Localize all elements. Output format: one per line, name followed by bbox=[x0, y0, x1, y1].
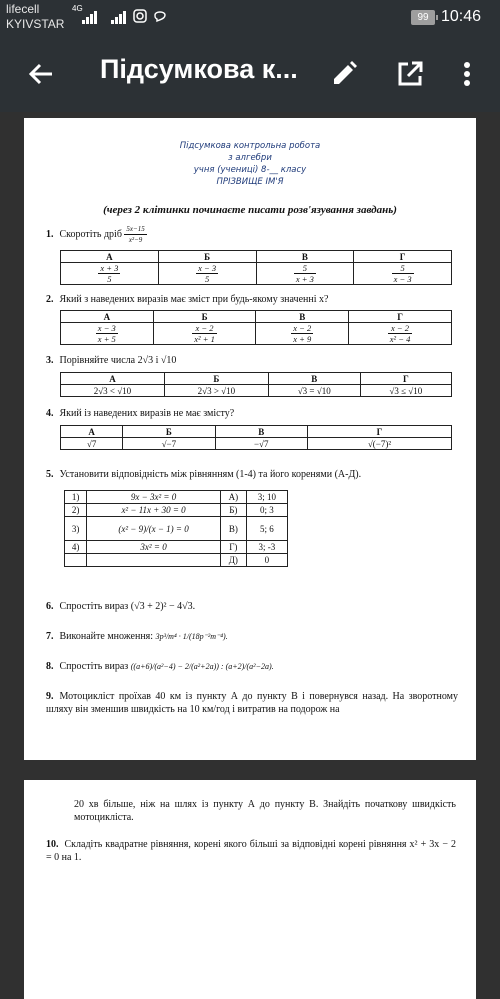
numerator: x − 2 bbox=[192, 323, 217, 334]
question-number: 3. bbox=[46, 355, 54, 366]
battery-indicator: 99 bbox=[411, 10, 435, 25]
question-number: 9. bbox=[46, 691, 54, 702]
document-page-1[interactable] bbox=[24, 118, 476, 760]
question-text: Виконайте множення: bbox=[59, 631, 154, 642]
match-equation: 3x² = 0 bbox=[87, 541, 221, 554]
answer-cell bbox=[61, 263, 159, 285]
match-letter: Б) bbox=[220, 504, 246, 517]
answer-cell bbox=[153, 323, 256, 345]
option-header: А bbox=[61, 426, 123, 438]
match-roots: 5; 6 bbox=[246, 517, 287, 541]
match-roots: 0; 3 bbox=[246, 504, 287, 517]
question-3 bbox=[46, 354, 176, 367]
question-10 bbox=[46, 838, 456, 864]
instruction-note: (через 2 клітинки починаєте писати розв'язування завдань) bbox=[103, 204, 397, 216]
answer-cell bbox=[354, 263, 452, 285]
question-number: 8. bbox=[46, 661, 54, 672]
numerator: 5 bbox=[392, 263, 414, 274]
answer-cell: √3 = √10 bbox=[268, 385, 360, 397]
match-equation: (x² − 9)/(x − 1) = 0 bbox=[87, 517, 221, 541]
answer-table-2 bbox=[60, 310, 452, 345]
option-header: В bbox=[215, 426, 307, 438]
question-2 bbox=[46, 293, 328, 306]
match-equation bbox=[87, 554, 221, 567]
back-button[interactable] bbox=[22, 54, 62, 94]
question-number: 2. bbox=[46, 294, 54, 305]
question-text: Складіть квадратне рівняння, корені якого більші за відповідні корені рівняння x² + 3x − 2 = 0 на 1. bbox=[46, 839, 456, 863]
question-number: 4. bbox=[46, 408, 54, 419]
app-bar bbox=[0, 36, 500, 112]
option-header: Б bbox=[153, 311, 256, 323]
question-number: 6. bbox=[46, 601, 54, 612]
open-in-app-button[interactable] bbox=[390, 54, 430, 94]
denominator: x + 5 bbox=[97, 334, 116, 344]
numerator: x − 3 bbox=[97, 323, 116, 333]
match-number bbox=[65, 554, 87, 567]
signal-icon bbox=[82, 10, 97, 24]
answer-cell: −√7 bbox=[215, 438, 307, 450]
option-header: А bbox=[61, 311, 154, 323]
answer-cell: √3 ≤ √10 bbox=[360, 385, 451, 397]
denominator: x² − 4 bbox=[389, 334, 411, 344]
carrier-line2: KYIVSTAR bbox=[6, 17, 65, 31]
question-text: Порівняйте числа 2√3 і √10 bbox=[59, 355, 177, 366]
doc-header-line: Підсумкова контрольна робота bbox=[179, 141, 321, 151]
open-external-icon bbox=[390, 54, 430, 94]
pencil-icon bbox=[324, 54, 364, 94]
match-letter: В) bbox=[220, 517, 246, 541]
numerator: x − 2 bbox=[388, 323, 413, 334]
question-text: Спростіть вираз (√3 + 2)² − 4√3. bbox=[59, 601, 196, 612]
match-equation: 9x − 3x² = 0 bbox=[87, 491, 221, 504]
question-5 bbox=[46, 468, 361, 481]
answer-cell bbox=[158, 263, 256, 285]
match-number: 1) bbox=[65, 491, 87, 504]
option-header: В bbox=[256, 251, 354, 263]
question-text: Скоротіть дріб bbox=[59, 228, 122, 240]
answer-cell: √7 bbox=[61, 438, 123, 450]
more-options-button[interactable] bbox=[452, 54, 492, 94]
question-number: 10. bbox=[46, 839, 59, 850]
question-number: 1. bbox=[46, 228, 54, 240]
numerator: x − 2 bbox=[293, 323, 312, 333]
option-header: А bbox=[61, 373, 165, 385]
numerator: 5 bbox=[294, 263, 316, 274]
match-roots: 3; -3 bbox=[246, 541, 287, 554]
answer-table-3 bbox=[60, 372, 452, 397]
denominator: x − 3 bbox=[393, 274, 412, 284]
match-letter: Д) bbox=[220, 554, 246, 567]
doc-header-line: ПРІЗВИЩЕ ІМ'Я bbox=[216, 177, 284, 187]
denominator: 5 bbox=[204, 274, 210, 284]
option-header: Г bbox=[307, 426, 451, 438]
question-text: Спростіть вираз bbox=[59, 661, 129, 672]
fraction-numerator: 5x−15 bbox=[126, 225, 145, 233]
fraction-denominator: x²−9 bbox=[128, 236, 143, 244]
option-header: Б bbox=[123, 426, 215, 438]
match-roots: 3; 10 bbox=[246, 491, 287, 504]
arrow-left-icon bbox=[22, 54, 62, 94]
answer-cell: 2√3 > √10 bbox=[164, 385, 268, 397]
status-bar bbox=[0, 0, 500, 36]
answer-cell bbox=[61, 323, 154, 345]
document-page-2[interactable] bbox=[24, 780, 476, 999]
instagram-icon bbox=[133, 9, 147, 26]
clock: 10:46 bbox=[441, 8, 482, 25]
option-header: Б bbox=[164, 373, 268, 385]
question-6 bbox=[46, 600, 195, 613]
matching-table bbox=[64, 490, 288, 567]
question-text: Який з наведених виразів має зміст при будь-якому значенні x? bbox=[59, 294, 329, 305]
question-9-continued: 20 хв більше, ніж на шлях із пункту А до пункту В. Знайдіть початкову швидкість мотоцикліста. bbox=[74, 799, 456, 823]
denominator: 5 bbox=[107, 274, 112, 284]
match-letter: А) bbox=[220, 491, 246, 504]
question-text: Установити відповідність між рівнянням (1-4) та його коренями (А-Д). bbox=[59, 469, 362, 480]
answer-cell bbox=[256, 323, 349, 345]
doc-header-line: учня (учениці) 8-__ класу bbox=[193, 165, 307, 175]
answer-cell: 2√3 < √10 bbox=[61, 385, 165, 397]
question-4 bbox=[46, 407, 234, 420]
match-number: 4) bbox=[65, 541, 87, 554]
match-equation: x² − 11x + 30 = 0 bbox=[87, 504, 221, 517]
question-number: 5. bbox=[46, 469, 54, 480]
answer-table-1 bbox=[60, 250, 452, 285]
match-letter: Г) bbox=[220, 541, 246, 554]
question-number: 7. bbox=[46, 631, 54, 642]
edit-button[interactable] bbox=[324, 54, 364, 94]
carrier-line1: lifecell bbox=[6, 2, 40, 16]
question-text: Мотоцикліст проїхав 40 км із пункту А до пункту В і повернувся назад. На зворотному шляху він зменшив швидкість на 10 км/год і витратив на подорож на bbox=[46, 691, 458, 715]
option-header: А bbox=[61, 251, 159, 263]
signal-icon-2 bbox=[111, 10, 126, 24]
question-9 bbox=[46, 690, 458, 716]
option-header: Г bbox=[360, 373, 451, 385]
denominator: x + 9 bbox=[293, 334, 312, 344]
question-expression: 3p³/m⁴ · 1/(18p⁻²m⁻⁴). bbox=[155, 632, 228, 641]
denominator: x² + 1 bbox=[194, 334, 215, 344]
numerator: x + 3 bbox=[100, 263, 119, 273]
network-type: 4G bbox=[72, 4, 83, 13]
option-header: В bbox=[268, 373, 360, 385]
match-roots: 0 bbox=[246, 554, 287, 567]
match-number: 3) bbox=[65, 517, 87, 541]
match-number: 2) bbox=[65, 504, 87, 517]
question-expression: ((a+6)/(a²−4) − 2/(a²+2a)) : (a+2)/(a²−2a). bbox=[130, 662, 274, 671]
more-vert-icon bbox=[452, 54, 482, 94]
option-header: Г bbox=[349, 311, 452, 323]
question-text: Який із наведених виразів не має змісту? bbox=[59, 408, 235, 419]
option-header: Г bbox=[354, 251, 452, 263]
answer-cell: √(−7)² bbox=[307, 438, 451, 450]
answer-cell bbox=[256, 263, 354, 285]
answer-table-4 bbox=[60, 425, 452, 450]
answer-cell bbox=[349, 323, 452, 345]
document-title: Підсумкова к... bbox=[100, 54, 298, 84]
doc-header-line: з алгебри bbox=[228, 153, 272, 163]
option-header: В bbox=[256, 311, 349, 323]
answer-cell: √−7 bbox=[123, 438, 215, 450]
carrier-label bbox=[6, 2, 64, 32]
question-7 bbox=[46, 630, 228, 643]
question-1 bbox=[46, 224, 147, 245]
question-8 bbox=[46, 660, 274, 673]
denominator: x + 3 bbox=[295, 274, 314, 284]
numerator: x − 3 bbox=[198, 263, 217, 273]
option-header: Б bbox=[158, 251, 256, 263]
viber-icon bbox=[153, 9, 167, 26]
